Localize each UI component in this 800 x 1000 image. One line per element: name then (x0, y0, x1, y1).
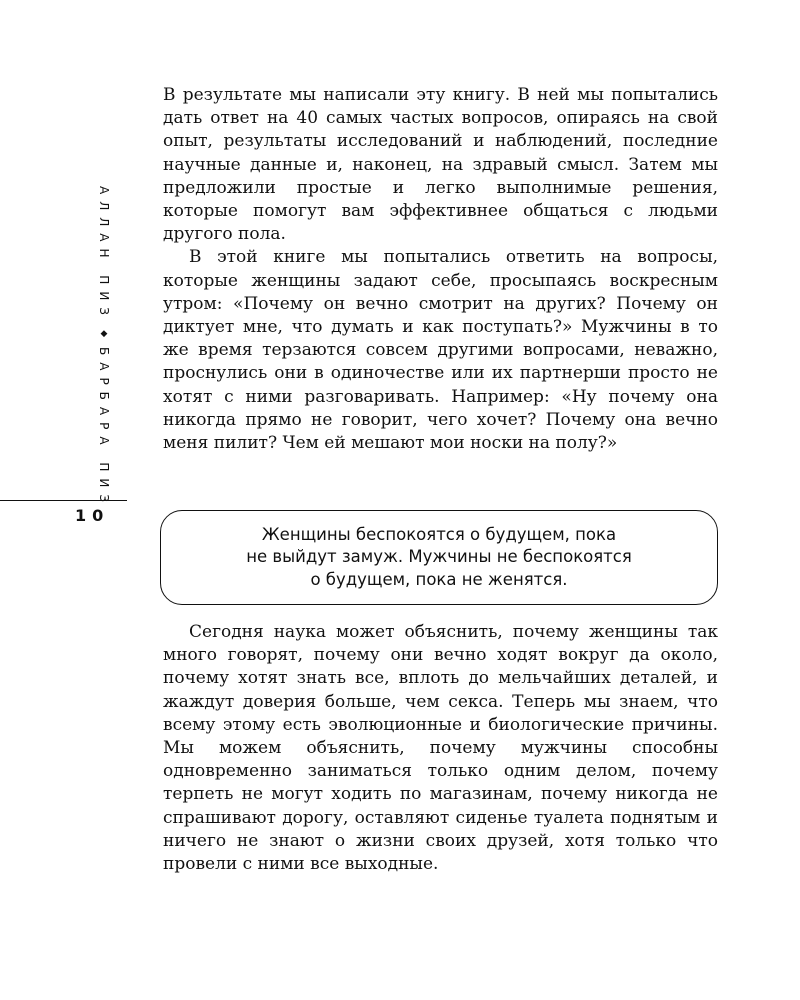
pull-quote-line: не выйдут замуж. Мужчины не беспокоятся (246, 547, 632, 567)
diamond-separator-icon: ◆ (100, 329, 108, 339)
body-text-top (163, 84, 718, 455)
running-head-author-2: БАРБАРА ПИЗ (97, 347, 111, 510)
pull-quote-box (160, 510, 718, 605)
page-number-rule (0, 500, 127, 501)
page-number: 10 (75, 506, 110, 525)
pull-quote-line: о будущем, пока не женятся. (310, 569, 568, 589)
paragraph-1: В результате мы написали эту книгу. В ней мы попытались дать ответ на 40 самых частых вопросов, опираясь на свой опыт, результаты исследований и наблюдений, последние научные данные и, наконец, на здравый смысл. Затем мы предложили простые и легко выполнимые решения, которые помогут вам эффективнее общаться с людьми другого пола. (163, 85, 718, 245)
paragraph-2: В этой книге мы попытались ответить на вопросы, которые женщины задают себе, просыпаясь воскресным утром: «Почему он вечно смотрит на других? Почему он диктует мне, что думать и как поступать?» Мужчины в то же время терзаются совсем другими вопросами, неважно, проснулись они в одиночестве или их партнерши просто не хотят с ними разговаривать. Например: «Ну почему она никогда прямо не говорит, чего хочет? Почему она вечно меня пилит? Чем ей мешают мои носки на полу?» (163, 247, 718, 454)
body-text-bottom (163, 621, 718, 876)
running-head (96, 186, 112, 510)
running-head-author-1: АЛЛАН ПИЗ (97, 186, 111, 322)
paragraph-3: Сегодня наука может объяснить, почему женщины так много говорят, почему они вечно ходят вокруг да около, почему хотят знать все, вплоть до мельчайших деталей, и жаждут доверия больше, чем секса. Теперь мы знаем, что всему этому есть эволюционные и биологические причины. Мы можем объяснить, почему мужчины способны одновременно заниматься только одним делом, почему терпеть не могут ходить по магазинам, почему никогда не спрашивают дорогу, оставляют сиденье туалета поднятым и ничего не знают о жизни своих друзей, хотя только что провели с ними все выходные. (163, 622, 718, 875)
pull-quote-text (246, 524, 632, 592)
pull-quote-line: Женщины беспокоятся о будущем, пока (261, 524, 617, 544)
